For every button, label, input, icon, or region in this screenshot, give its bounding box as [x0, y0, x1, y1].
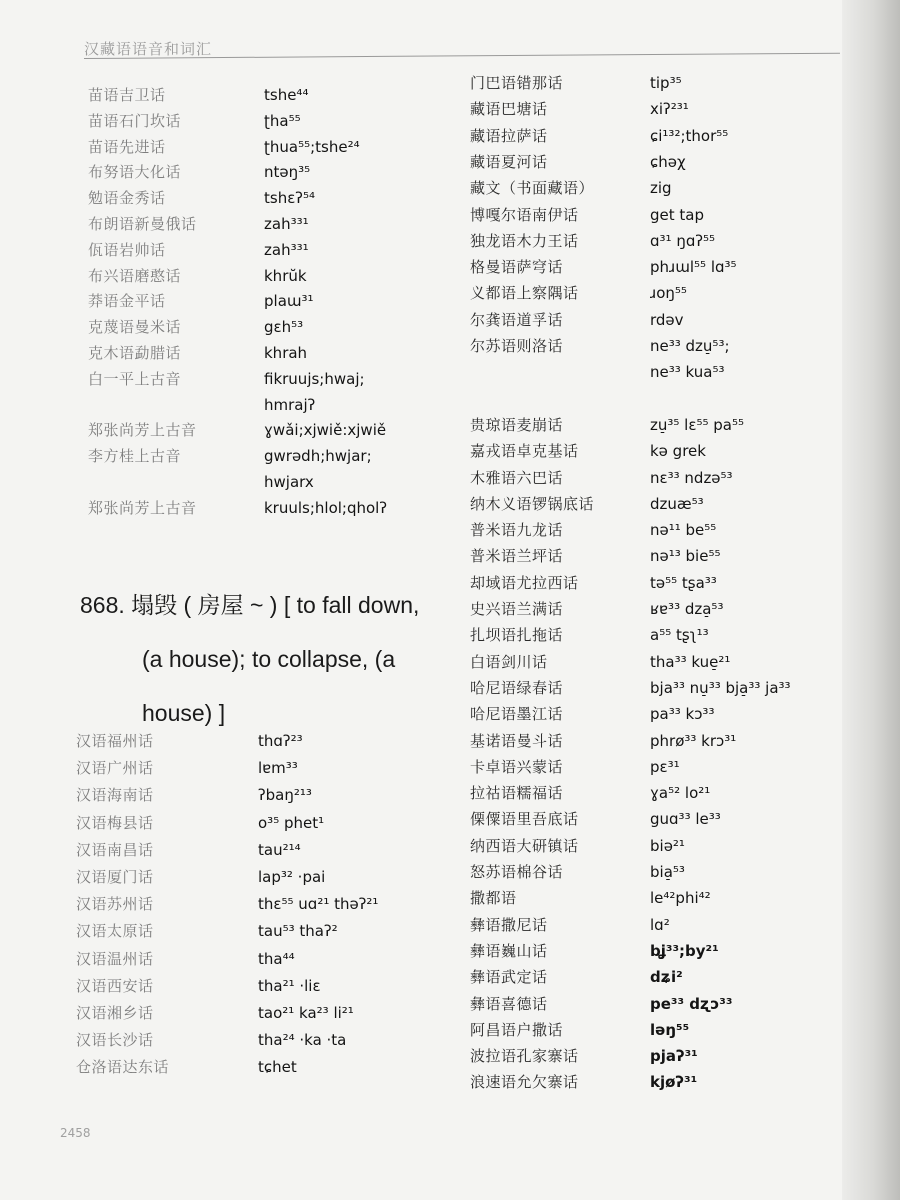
language-name: 门巴语错那话: [470, 74, 564, 92]
language-name: 撒都语: [470, 889, 517, 908]
word-form: hwjarx: [264, 473, 314, 491]
word-form: ʈha⁵⁵: [264, 111, 301, 130]
language-name: 义都语上察隅话: [470, 284, 579, 303]
word-form: tip³⁵: [650, 74, 682, 92]
language-name: 汉语福州话: [76, 732, 154, 750]
word-form: khrah: [264, 344, 308, 362]
language-name: 傈僳语里吾底话: [470, 810, 579, 829]
language-name: 扎坝语扎拖话: [470, 626, 564, 645]
language-name: 独龙语木力王话: [470, 231, 579, 250]
word-form: ne³³ dzu̠⁵³;: [650, 337, 730, 355]
word-form: dʑi²: [650, 968, 683, 987]
language-name: 藏文（书面藏语）: [470, 179, 595, 198]
word-form: tshɛʔ⁵⁴: [264, 189, 315, 208]
language-name: 白一平上古音: [88, 369, 182, 388]
language-name: 汉语苏州话: [76, 895, 154, 914]
word-form: pe³³ dʐɔ³³: [650, 994, 733, 1013]
word-form: phrø³³ krɔ³¹: [650, 731, 737, 750]
language-name: 汉语广州话: [76, 759, 154, 778]
word-form: pjaʔ³¹: [650, 1047, 698, 1066]
language-name: 尔苏语则洛话: [470, 337, 564, 355]
language-name: 彝语撒尼话: [470, 915, 548, 934]
language-name: 汉语厦门话: [76, 868, 154, 886]
word-form: ʁɐ³³ dza̠⁵³: [650, 600, 724, 618]
language-name: 藏语夏河话: [470, 152, 548, 171]
word-form: xiʔ²³¹: [650, 100, 689, 119]
language-name: 藏语拉萨话: [470, 126, 548, 145]
word-form: biə²¹: [650, 836, 685, 855]
language-name: 纳西语大研镇话: [470, 836, 579, 855]
language-name: 史兴语兰满话: [470, 600, 564, 618]
language-name: 哈尼语绿春话: [470, 678, 564, 697]
language-name: 汉语太原话: [76, 922, 154, 941]
word-form: get tap: [650, 205, 704, 224]
word-form: tha²¹ ·liɛ: [258, 976, 321, 995]
word-form: rdəv: [650, 310, 684, 329]
language-name: 格曼语萨穹话: [470, 258, 564, 277]
entry-heading-line2: (a house); to collapse, (a: [142, 646, 396, 672]
language-name: 莽语金平话: [88, 292, 166, 311]
word-form: khrŭk: [264, 266, 307, 285]
language-name: 汉语温州话: [76, 949, 154, 968]
word-form: nə¹¹ be⁵⁵: [650, 521, 717, 540]
word-form: ne³³ kua⁵³: [650, 363, 725, 382]
language-name: 克木语勐腊话: [88, 344, 182, 362]
language-name: 嘉戎语卓克基话: [470, 442, 579, 461]
language-name: 普米语兰坪话: [470, 547, 564, 566]
language-name: 苗语石门坎话: [88, 111, 182, 130]
word-form: ɑ³¹ ŋɑʔ⁵⁵: [650, 231, 716, 250]
page-edge-shadow: [842, 0, 900, 1200]
language-name: 汉语长沙话: [76, 1031, 154, 1050]
language-name: 勉语金秀话: [88, 189, 166, 208]
word-form: kə grek: [650, 442, 706, 461]
language-name: 拉祜语糯福话: [470, 784, 564, 803]
entry-heading-line3: house) ]: [142, 700, 226, 726]
word-form: zig: [650, 179, 672, 198]
language-name: 布努语大化话: [88, 163, 182, 182]
word-form: ntəŋ³⁵: [264, 163, 311, 182]
language-name: 汉语梅县话: [76, 813, 154, 832]
language-name: 卡卓语兴蒙话: [470, 757, 564, 776]
word-form: kjøʔ³¹: [650, 1073, 698, 1092]
word-form: nɛ³³ ndzə⁵³: [650, 468, 733, 487]
word-form: thɛ⁵⁵ uɑ²¹ thəʔ²¹: [258, 895, 379, 914]
language-name: 藏语巴塘话: [470, 100, 548, 119]
word-form: tao²¹ ka²³ li²¹: [258, 1004, 354, 1022]
language-name: 郑张尚芳上古音: [88, 498, 197, 517]
language-name: 浪速语允欠寨话: [470, 1073, 579, 1092]
language-name: 哈尼语墨江话: [470, 705, 564, 724]
word-form: ɣwǎi;xjwiě:xjwiě: [264, 421, 387, 440]
word-form: ʈhua⁵⁵;tshe²⁴: [264, 137, 360, 156]
language-name: 波拉语孔家寨话: [470, 1047, 579, 1066]
word-form: phɹɯl⁵⁵ lɑ³⁵: [650, 258, 737, 277]
word-form: thɑʔ²³: [258, 732, 303, 750]
language-name: 普米语九龙话: [470, 521, 564, 540]
language-name: 却域语尤拉西话: [470, 573, 579, 592]
language-name: 基诺语曼斗话: [470, 731, 564, 750]
language-name: 怒苏语棉谷话: [470, 863, 564, 881]
page-number: 2458: [60, 1126, 91, 1140]
language-name: 苗语先进话: [88, 137, 166, 156]
word-form: ɣa⁵² lo²¹: [650, 784, 711, 803]
language-name: 汉语西安话: [76, 976, 154, 995]
language-name: 尔龚语道孚话: [470, 310, 564, 329]
word-form: fikruujs;hwaj;: [264, 369, 365, 388]
language-name: 李方桂上古音: [88, 447, 182, 466]
word-form: tshe⁴⁴: [264, 86, 309, 104]
language-name: 郑张尚芳上古音: [88, 421, 197, 440]
word-form: lɑ²: [650, 915, 670, 934]
word-form: kruuls;hlol;qholʔ: [264, 498, 388, 517]
language-name: 彝语巍山话: [470, 941, 548, 960]
word-form: tau⁵³ thaʔ²: [258, 922, 338, 941]
language-name: 克蔑语曼米话: [88, 318, 182, 337]
word-form: zu̠³⁵ lɛ⁵⁵ pa⁵⁵: [650, 415, 744, 434]
word-form: ɕhəχ: [650, 152, 686, 171]
word-form: ləŋ⁵⁵: [650, 1020, 690, 1039]
entry-heading: [80, 578, 450, 740]
language-name: 佤语岩帅话: [88, 240, 166, 259]
word-form: pɛ³¹: [650, 757, 680, 776]
word-form: bja³³ nu̠³³ bja̠³³ ja³³: [650, 678, 791, 697]
language-name: 布兴语磨憨话: [88, 266, 182, 285]
word-form: bia̠⁵³: [650, 863, 685, 881]
entry-heading-line1: 868. 塌毁 ( 房屋 ~ ) [ to fall down,: [80, 592, 420, 618]
language-name: 布朗语新曼俄话: [88, 215, 197, 233]
running-header: 汉藏语语音和词汇: [84, 40, 213, 58]
language-name: 汉语海南话: [76, 786, 154, 805]
word-form: o³⁵ phet¹: [258, 813, 325, 832]
word-form: tha⁴⁴: [258, 949, 295, 968]
word-form: ɹoŋ⁵⁵: [650, 284, 687, 303]
language-name: 博嘎尔语南伊话: [470, 205, 579, 224]
word-form: gɛh⁵³: [264, 318, 304, 337]
word-form: lap³² ·pai: [258, 868, 326, 886]
language-name: 彝语喜德话: [470, 994, 548, 1013]
word-form: tha²⁴ ·ka ·ta: [258, 1031, 347, 1050]
language-name: 彝语武定话: [470, 968, 548, 987]
word-form: plaɯ³¹: [264, 292, 314, 311]
word-form: ɕi¹³²;thor⁵⁵: [650, 126, 729, 145]
word-form: hmrajʔ: [264, 395, 316, 414]
word-form: dzuæ⁵³: [650, 494, 704, 513]
word-form: lɐm³³: [258, 759, 298, 778]
word-form: nə¹³ bie⁵⁵: [650, 547, 721, 566]
language-name: 白语剑川话: [470, 652, 548, 671]
word-form: le⁴²phi⁴²: [650, 889, 711, 908]
language-name: 仓洛语达东话: [76, 1058, 170, 1077]
word-form: gwrədh;hwjar;: [264, 447, 372, 466]
word-form: bʝ³³;by²¹: [650, 941, 719, 960]
language-name: 苗语吉卫话: [88, 86, 166, 104]
word-form: zah³³¹: [264, 240, 309, 259]
word-form: tɕhet: [258, 1058, 297, 1077]
word-form: pa³³ kɔ³³: [650, 705, 715, 724]
word-form: guɑ³³ le³³: [650, 810, 721, 829]
word-form: tə⁵⁵ tʂa³³: [650, 573, 717, 592]
word-form: tau²¹⁴: [258, 840, 301, 859]
word-form: zah³³¹: [264, 215, 309, 233]
language-name: 纳木义语锣锅底话: [470, 494, 595, 513]
language-name: 汉语湘乡话: [76, 1004, 154, 1022]
language-name: 汉语南昌话: [76, 840, 154, 859]
language-name: 阿昌语户撒话: [470, 1020, 564, 1039]
word-form: tha³³ kue̠²¹: [650, 652, 731, 671]
language-name: 贵琼语麦崩话: [470, 415, 564, 434]
word-form: ʔbaŋ²¹³: [258, 786, 312, 805]
word-form: a⁵⁵ tʂʅ¹³: [650, 626, 709, 645]
language-name: 木雅语六巴话: [470, 468, 564, 487]
